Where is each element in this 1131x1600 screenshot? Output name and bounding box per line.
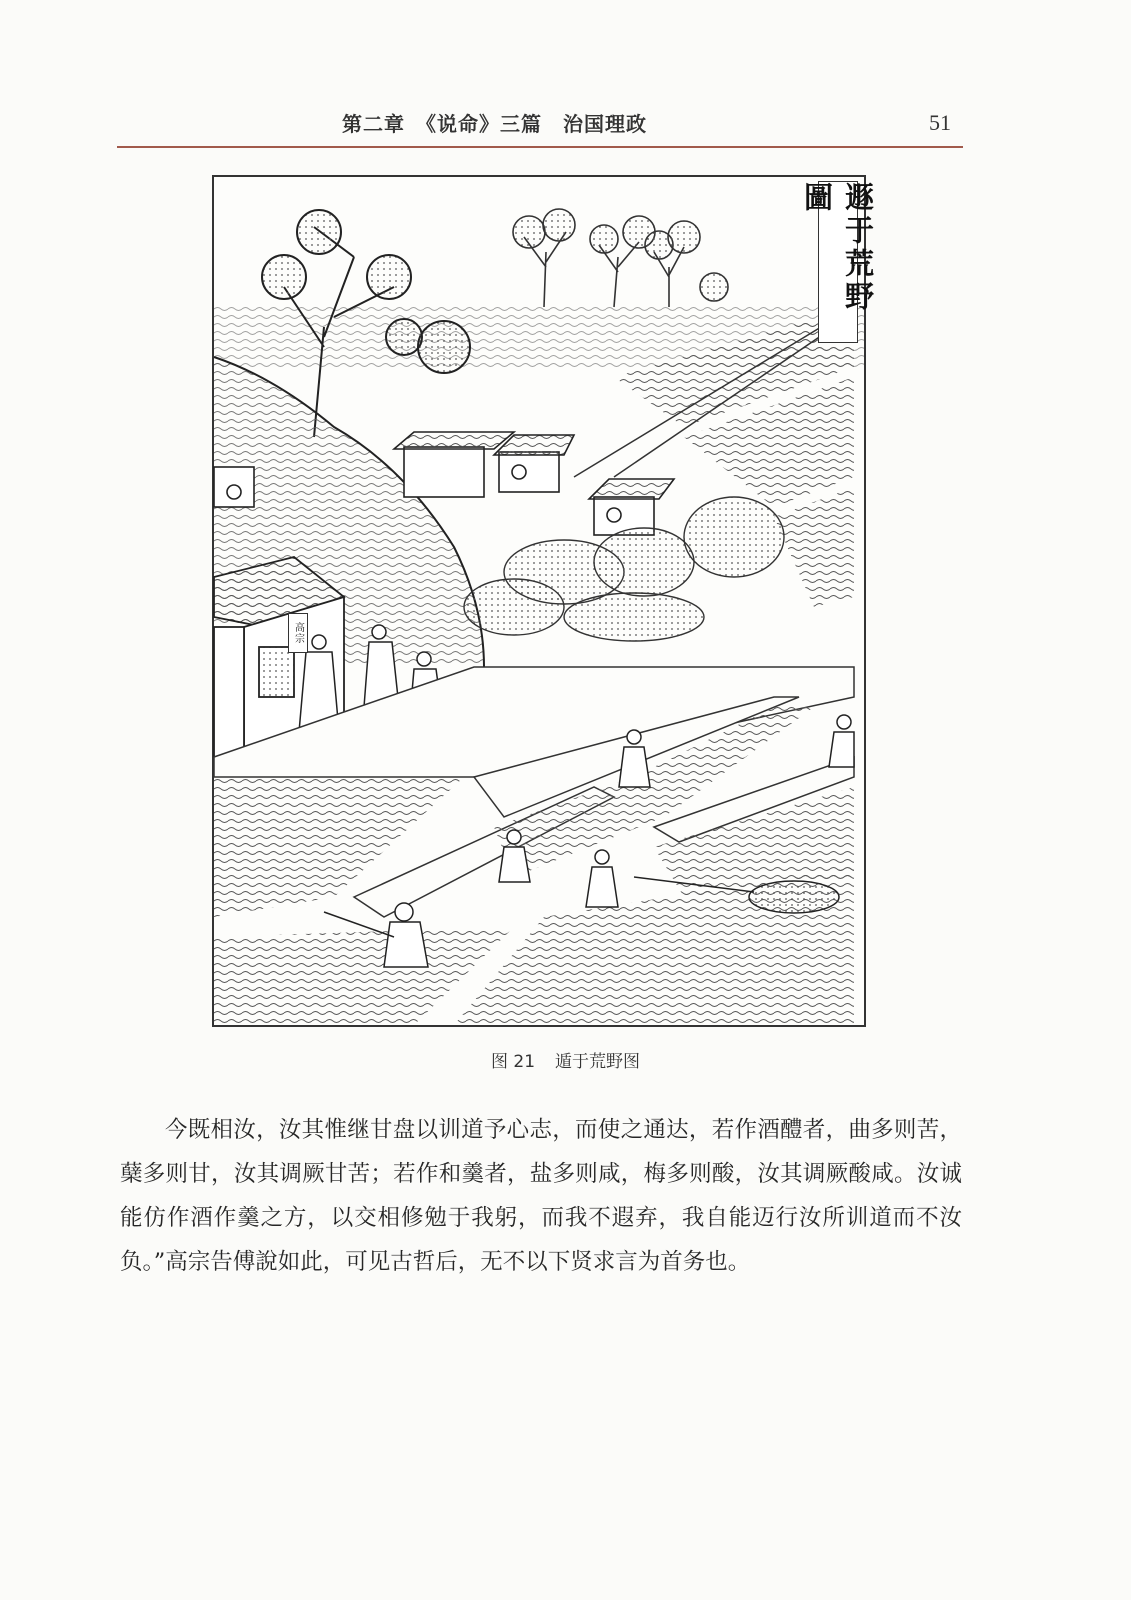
background-trees [513, 209, 728, 307]
page-header [117, 100, 963, 148]
illustration-title: 遯于荒野圖 [800, 182, 875, 314]
caption-number: 图 21 [490, 1052, 536, 1072]
illustration-drawing [214, 177, 864, 1025]
page-number: 51 [929, 110, 951, 135]
header-rule [117, 146, 963, 148]
body-paragraph: 今既相汝，汝其惟继甘盘以训道予心志，而使之通达，若作酒醴者，曲多则苦，蘖多则甘，汝其调厥甘苦；若作和羹者，盐多则咸，梅多则酸，汝其调厥酸咸。汝诚能仿作酒作羹之方，以交相修勉于我躬，而我不遐弃，我自能迈行汝所训道而不汝负。”高宗告傅說如此，可见古哲后，无不以下贤求言为首务也。 [120, 1117, 962, 1275]
caption-title: 遁于荒野图 [555, 1052, 641, 1072]
running-head: 第二章 《说命》三篇 治国理政 [342, 112, 647, 136]
palace-signboard [288, 613, 308, 653]
woodblock-illustration [212, 175, 875, 1027]
signboard-text: 高宗 [292, 622, 304, 644]
illustration-title-box [800, 181, 875, 343]
figure-caption [0, 1047, 1131, 1072]
